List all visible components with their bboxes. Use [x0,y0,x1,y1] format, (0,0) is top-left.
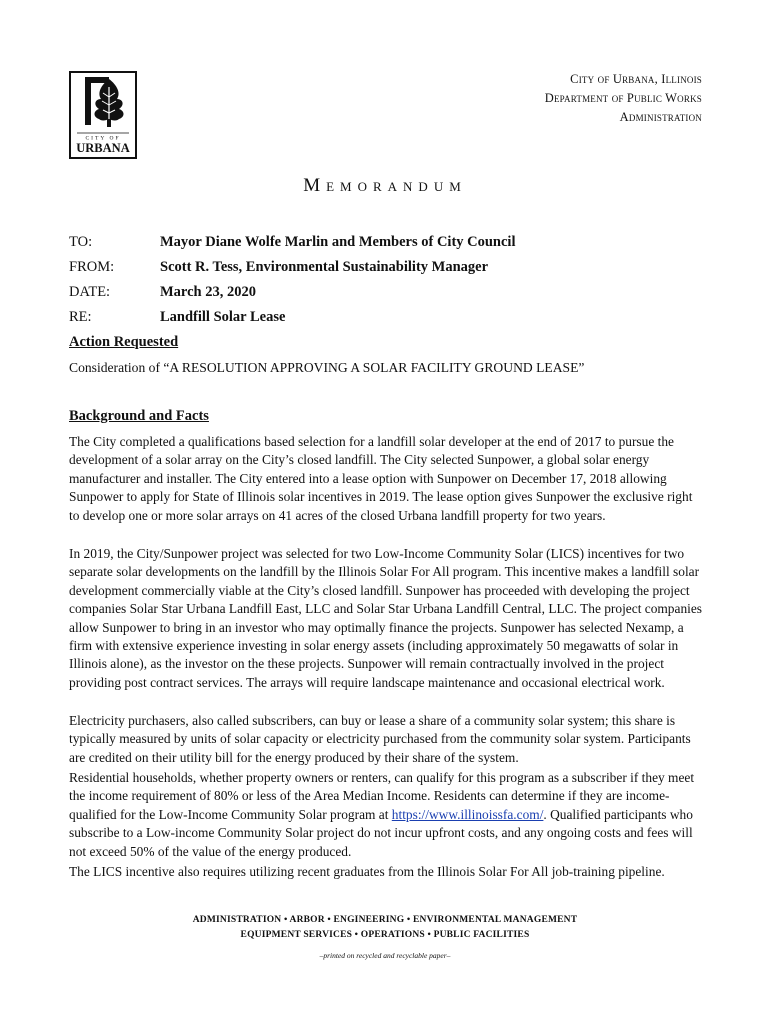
illinoissfa-link[interactable]: https://www.illinoissfa.com/ [391,806,544,822]
background-paragraph-5: The LICS incentive also requires utilizing recent graduates from the Illinois Solar For All job-training pipeline. [69,864,665,879]
background-paragraph-4 [69,769,705,861]
department-line: Department of Public Works [544,91,702,105]
division-line: Administration [619,110,702,124]
logo-text-bottom: URBANA [76,141,130,155]
leaf-icon [71,73,135,157]
background-paragraph-3: Electricity purchasers, also called subscribers, can buy or lease a share of a community solar system; this share is typically measured by units of solar capacity or electricity purchased from the community solar system. Participants are credited on their utility bill for the energy produced by their share of the system. [69,713,691,765]
re-value: Landfill Solar Lease [160,309,286,325]
footer-line-2: EQUIPMENT SERVICES • OPERATIONS • PUBLIC FACILITIES [240,930,530,940]
to-label: TO: [69,234,93,250]
from-value: Scott R. Tess, Environmental Sustainability Manager [160,259,489,275]
date-value: March 23, 2020 [160,284,256,300]
paragraph-4-text-after-link: . Qualified participants who subscribe to a Low-income Community Solar project do not incur upfront costs, and any ongoing costs and fees will not exceed 50% of the value of the energy produced. [69,806,693,859]
footer-recycled-note: –printed on recycled and recyclable paper– [319,951,451,960]
memo-title-text: Memorandum [303,175,467,196]
re-label: RE: [69,309,92,325]
background-paragraph-1: The City completed a qualifications based selection for a landfill solar developer at the end of 2017 to pursue the development of a solar array on the City’s closed landfill. The City selected Sunpower, a global solar energy manufacturer and installer. The City entered into a lease option with Sunpower on December 17, 2018 allowing Sunpower to apply for State of Illinois solar incentives in 2019. The lease option gives Sunpower the exclusive right to develop one or more solar arrays on 41 acres of the closed Urbana landfill property for two years. [69,434,693,523]
footer-divisions [0,913,770,943]
city-line: City of Urbana, Illinois [570,72,702,86]
to-value: Mayor Diane Wolfe Marlin and Members of City Council [160,234,516,250]
paragraph-4-text-before-link: Residential households, whether property owners or renters, can qualify for this program as a subscriber if they meet the income requirement of 80% or less of the Area Median Income. Residents can determine if they are income-qualified for the Low-Income Community Solar program at [69,770,695,822]
action-text: Consideration of “A RESOLUTION APPROVING A SOLAR FACILITY GROUND LEASE” [69,360,585,375]
from-label: FROM: [69,259,115,275]
background-heading: Background and Facts [69,408,209,424]
memo-title [0,175,770,197]
department-block [545,70,702,127]
action-heading: Action Requested [69,334,179,350]
date-label: DATE: [69,284,111,300]
footer-line-1: ADMINISTRATION • ARBOR • ENGINEERING • ENVIRONMENTAL MANAGEMENT [192,915,578,925]
city-logo [69,71,137,159]
background-paragraph-2: In 2019, the City/Sunpower project was selected for two Low-Income Community Solar (LICS) incentives for two separate solar developments on the landfill by the Illinois Solar For All program. This incentive makes a landfill solar development commercially viable at the City’s closed landfill. Sunpower has proceeded with developing the project companies Solar Star Urbana Landfill East, LLC and Solar Star Urbana Landfill Central, LLC. The project companies allow Sunpower to bring in an investor who may optimally finance the projects. Sunpower has selected Nexamp, a firm with extensive experience investing in solar energy assets (including approximately 50 megawatts of solar in Illinois alone), as the investor on the these projects. Sunpower will remain contractually involved in the project providing post contract services. The arrays will require landscape maintenance and occasional electrical work. [69,546,703,690]
logo-text-top: CITY OF [85,135,121,142]
